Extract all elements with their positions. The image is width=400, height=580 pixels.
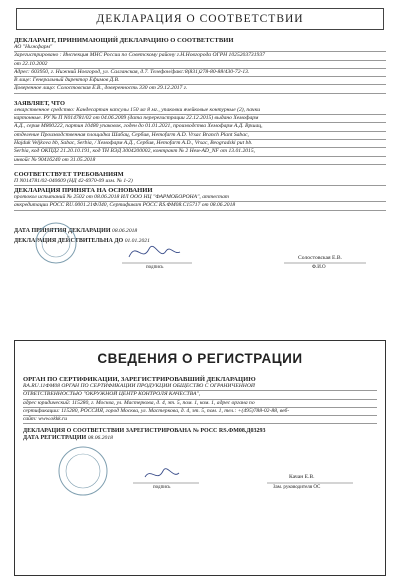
declares-line-5: Hajduk Veljkova bb, Sabac, Serbia, / Хемофарм А.Д., Сербия, Hemofarm A.D., Vrsac, Beogradski put bb. bbox=[14, 140, 386, 148]
declarant-name: АО "Нижфарм" bbox=[14, 44, 386, 52]
reg-line-5: сайт: www.okkk.ru bbox=[23, 416, 377, 424]
compliance-text: П N014781/02-040609 (НД 42-6970-09 изм. № 1-2) bbox=[14, 178, 386, 186]
basis-line-2: аккредитации РОСС RU.0001.21ФЛ40, Сертификат РОСС RS.ФМ08.С15717 от 08.06.2018 bbox=[14, 202, 386, 210]
registration-box bbox=[14, 340, 386, 576]
signer-name: Солостовская Е.В. bbox=[298, 254, 342, 261]
reg-date-value: 08.06.2018 bbox=[87, 435, 113, 442]
reg-declaration-number: № РОСС RS.ФМ08.Д03293 bbox=[192, 428, 266, 435]
declarant-line-2: от 22.10.2002 bbox=[14, 61, 386, 69]
signature-icon bbox=[129, 246, 180, 257]
registration-title: СВЕДЕНИЯ О РЕГИСТРАЦИИ bbox=[97, 351, 303, 366]
declarant-line-3: Адрес: 603950, г. Нижний Новгород, ул. Салганская, д.7. Телефон/факс:8(831)278-80-88/430-72-13. bbox=[14, 69, 386, 77]
reg-date-row bbox=[23, 434, 377, 442]
reg-signer-caption: Зам. руководителя ОС bbox=[273, 484, 321, 490]
page-title: ДЕКЛАРАЦИЯ О СООТВЕТСТВИИ bbox=[96, 13, 304, 25]
declarant-header: ДЕКЛАРАНТ, ПРИНИМАЮЩИЙ ДЕКЛАРАЦИЮ О СООТВЕТСТВИИ bbox=[14, 37, 234, 44]
basis-header: ДЕКЛАРАЦИЯ ПРИНЯТА НА ОСНОВАНИИ bbox=[14, 187, 153, 195]
declares-line-7: инвойс № 90416240 от 31.05.2018 bbox=[14, 157, 386, 165]
date-accepted-value: 08.06.2018 bbox=[112, 227, 138, 234]
reg-declaration-row bbox=[23, 427, 377, 434]
declarant-line-4: В лице: Генеральный директор Ефимов Д.В. bbox=[14, 77, 386, 85]
reg-line-4: сертификации: 115280, РОССИЯ, город Москва, ул. Мастеркова, д. 4, эт. 5, пом. 1, тел.: +(495)788-02-88, веб- bbox=[23, 408, 377, 416]
reg-stamp-and-signature bbox=[23, 443, 379, 513]
registration-header: ОРГАН ПО СЕРТИФИКАЦИИ, ЗАРЕГИСТРИРОВАВШИЙ ДЕКЛАРАЦИЮ bbox=[23, 376, 256, 383]
valid-until-label: ДЕКЛАРАЦИЯ ДЕЙСТВИТЕЛЬНА ДО bbox=[14, 237, 124, 244]
signer-caption: Ф.И.О bbox=[312, 264, 326, 270]
reg-line-3: адрес юридический: 115280, г. Москва, ул. Мастеркова, д. 4, эт. 5, пом. 1, ком. 1, адрес органа по bbox=[23, 400, 377, 408]
declarant-line-1: Зарегистрировано : Инспекция МНС России по Советскому району г.Н.Новгорода ОГРН 1025203731937 bbox=[14, 52, 386, 60]
reg-date-label: ДАТА РЕГИСТРАЦИИ bbox=[23, 435, 87, 442]
signature-caption: подпись bbox=[146, 264, 164, 270]
basis-line-1: протокол испытаний № 2502 от 08.06.2018 ИЛ ООО НЦ "ФАРМОБОРОНА", аттестат bbox=[14, 194, 386, 202]
reg-line-2: ОТВЕТСТВЕННОСТЬЮ "ОКРУЖНОЙ ЦЕНТР КОНТРОЛЯ КАЧЕСТВА", bbox=[23, 391, 377, 399]
compliance-header: СООТВЕТСТВУЕТ ТРЕБОВАНИЯМ bbox=[14, 170, 124, 178]
signature-section bbox=[14, 221, 386, 285]
reg-line-1: RA.RU.11ФМ08 ОРГАН ПО СЕРТИФИКАЦИИ ПРОДУКЦИИ ОБЩЕСТВО С ОГРАНИЧЕННОЙ bbox=[23, 383, 377, 391]
declarant-line-5: Доверенное лицо: Солостовская Е.В., доверенность 330 от 29.12.2017 г. bbox=[14, 85, 386, 93]
reg-signer-name: Качан Е.В. bbox=[289, 473, 315, 480]
declares-line-2: картонные. РУ № П N014781/02 от 04.06.2009 (дата перерегистрации 22.12.2015) выдано Хемофарм bbox=[14, 115, 386, 123]
declares-line-4: отделение Производственная площадка Шабац, Сербия, Hemofarm A.D. Vrsac Branch Plant Sabac, bbox=[14, 132, 386, 140]
declares-header: ЗАЯВЛЯЕТ, ЧТО bbox=[14, 99, 65, 107]
title-box bbox=[16, 8, 384, 30]
declares-line-1: лекарственное средство: Кандесартан капсулы 150 мг 8 мг., упаковки ячейковые контурные (2), пачки bbox=[14, 107, 386, 115]
declares-line-3: А.Д., серия М800222, партия 10480 упаковок, годен до 01.01.2021, производства Хемофарм А.Д. Вршац, bbox=[14, 123, 386, 131]
declares-line-6: Serbia, код ОКПД2 21.20.10.191, код ТН ВЭД 3004200002, контракт № 2 Нем-AD_NF от 13.01.2015, bbox=[14, 148, 386, 156]
valid-until-value: 01.01.2021 bbox=[124, 237, 150, 244]
reg-signature-section bbox=[23, 443, 377, 513]
reg-signature-icon bbox=[145, 468, 179, 476]
stamp-and-signature bbox=[14, 221, 386, 285]
date-accepted-label: ДАТА ПРИНЯТИЯ ДЕКЛАРАЦИИ bbox=[14, 227, 111, 234]
reg-signature-caption: подпись bbox=[153, 484, 171, 490]
reg-declaration-label: ДЕКЛАРАЦИЯ О СООТВЕТСТВИИ ЗАРЕГИСТРИРОВАНА bbox=[23, 428, 192, 435]
